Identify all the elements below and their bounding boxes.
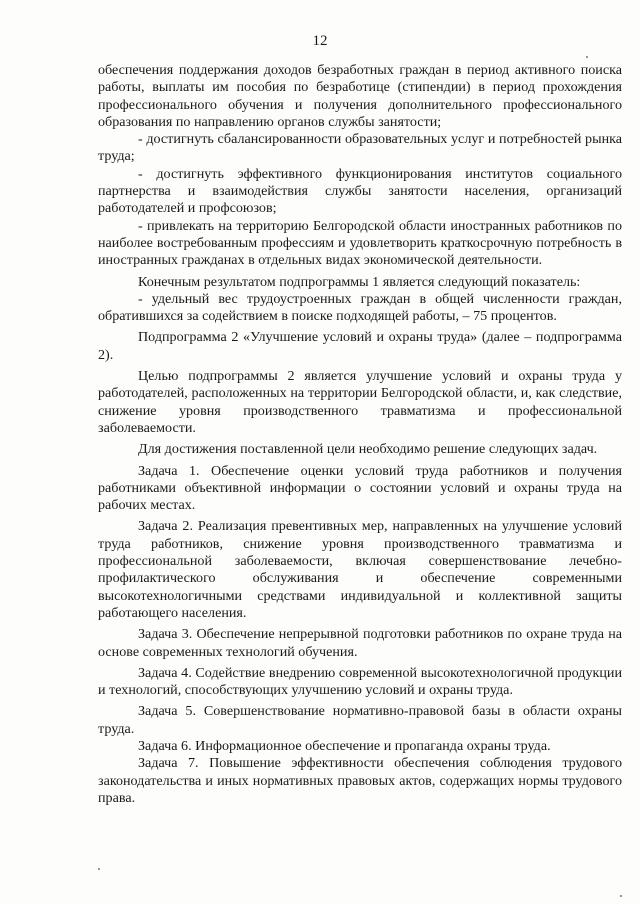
paragraph-13: Задача 4. Содействие внедрению современной высокотехнологичной продукции и технологий, способствующих улучшению условий и охраны труда.: [98, 664, 622, 699]
paragraph-12: Задача 3. Обеспечение непрерывной подготовки работников по охране труда на основе современных технологий обучения.: [98, 626, 622, 660]
paragraph-3: - достигнуть эффективного функционирования институтов социального партнерства и взаимодействия службы занятости населения, организаций работодателей и профсоюзов;: [98, 165, 622, 217]
page-number: 12: [312, 33, 328, 49]
paragraph-14: Задача 5. Совершенствование нормативно-правовой базы в области охраны труда.: [98, 703, 622, 737]
paragraph-10: Задача 1. Обеспечение оценки условий труда работников и получения работниками объективной информации о состоянии условий и охраны труда на рабочих местах.: [98, 462, 622, 514]
paragraph-6: - удельный вес трудоустроенных граждан в общей численности граждан, обратившихся за содействием в поиске подходящей работы, – 75 процентов.: [98, 290, 622, 325]
scan-speck: [586, 56, 588, 58]
scan-speck: [98, 868, 100, 870]
paragraph-15: Задача 6. Информационное обеспечение и пропаганда охраны труда.: [138, 737, 551, 754]
paragraph-7: Подпрограмма 2 «Улучшение условий и охраны труда» (далее – подпрограмма 2).: [98, 329, 622, 363]
paragraph-1: обеспечения поддержания доходов безработных граждан в период активного поиска работы, выплаты им пособия по безработице (стипендии) в период прохождения профессионального обучения и получения дополнительного профессионального образования по направлению органов службы занятости;: [98, 62, 622, 130]
paragraph-9: Для достижения поставленной цели необходимо решение следующих задач.: [138, 441, 598, 458]
paragraph-16: Задача 7. Повышение эффективности обеспечения соблюдения трудового законодательства и иных нормативных правовых актов, содержащих нормы трудового права.: [98, 755, 622, 806]
paragraph-5: Конечным результатом подпрограммы 1 является следующий показатель:: [138, 273, 581, 290]
document-body: [98, 62, 622, 807]
paragraph-2: - достигнуть сбалансированности образовательных услуг и потребностей рынка труда;: [98, 131, 622, 165]
paragraph-11: Задача 2. Реализация превентивных мер, направленных на улучшение условий труда работников, снижение уровня производственного травматизма и профессиональной заболеваемости, включая совершенствование лечебно-профилактического обслуживания и обеспечение современными высокотехнологичными средствами индивидуальной и коллективной защиты работающего населения.: [98, 518, 622, 621]
scan-speck: [620, 895, 622, 897]
paragraph-4: - привлекать на территорию Белгородской области иностранных работников по наиболее востребованным профессиям и удовлетворить краткосрочную потребность в иностранных гражданах в отдельных видах экономической деятельности.: [98, 217, 622, 269]
paragraph-8: Целью подпрограммы 2 является улучшение условий и охраны труда у работодателей, расположенных на территории Белгородской области, и, как следствие, снижение уровня производственного травматизма и профессиональной заболеваемости.: [98, 368, 622, 436]
